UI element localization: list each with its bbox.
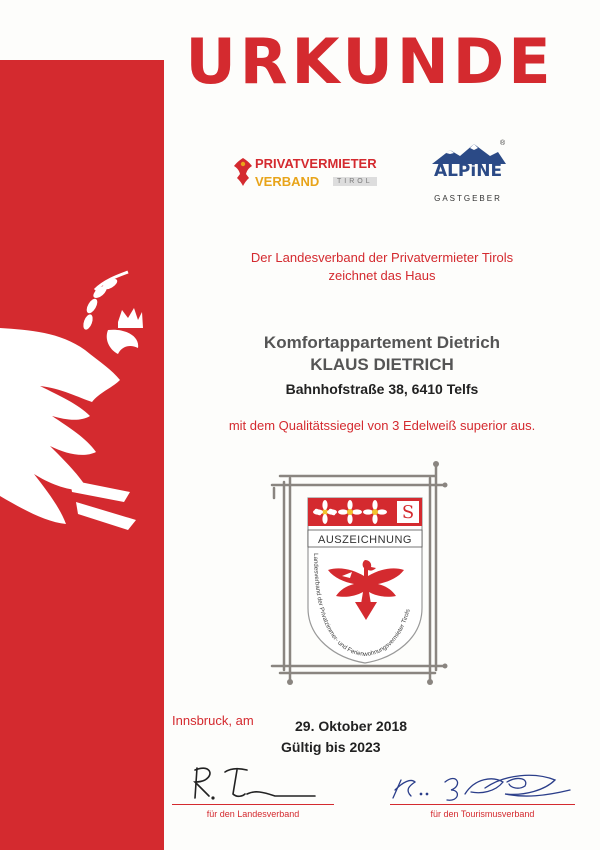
signature-landesverband: [175, 760, 335, 806]
signature-tourismusverband: [385, 768, 575, 808]
privatvermieter-tirol: TIROL: [333, 177, 377, 186]
award-text: mit dem Qualitätssiegel von 3 Edelweiß superior aus.: [228, 418, 536, 433]
signature-label-left: für den Landesverband: [206, 809, 300, 819]
band-top-gap: [0, 0, 164, 60]
alpine-wordmark: ALPiNE: [433, 161, 503, 181]
intro-line1: Der Landesverband der Privatvermieter Tirols: [250, 250, 514, 265]
privatvermieter-line1: PRIVATVERMIETER: [255, 156, 377, 171]
owner-name: KLAUS DIETRICH: [310, 355, 454, 374]
valid-until: Gültig bis 2023: [281, 739, 381, 755]
intro-text: [164, 249, 600, 285]
quality-seal-frame: [270, 458, 450, 688]
signature-line-left: [172, 804, 334, 805]
place-label: Innsbruck, am: [172, 713, 254, 728]
tyrolean-eagle-watermark: [0, 270, 164, 560]
seal-banner: AUSZEICHNUNG: [317, 534, 413, 546]
issue-date: 29. Oktober 2018: [295, 718, 408, 734]
address: Bahnhofstraße 38, 6410 Telfs: [285, 381, 479, 397]
intro-line2: zeichnet das Haus: [328, 268, 436, 283]
signature-label-right: für den Tourismusverband: [430, 809, 535, 819]
gastgeber-wordmark: GASTGEBER: [434, 194, 502, 203]
eagle-logo-icon: [233, 156, 253, 188]
edelweiss-icon: [313, 500, 387, 524]
superior-letter: S: [401, 502, 415, 523]
business-name: Komfortappartement Dietrich: [263, 333, 501, 352]
signature-line-right: [390, 804, 575, 805]
certificate-title: URKUNDE: [185, 25, 555, 98]
seal-arc-text: Landesverband der Privatzimmer- und Ferienwohnungsvermieter Tirols: [311, 553, 412, 659]
registered-mark: ®: [500, 140, 506, 147]
privatvermieter-line2: VERBAND: [255, 174, 320, 189]
